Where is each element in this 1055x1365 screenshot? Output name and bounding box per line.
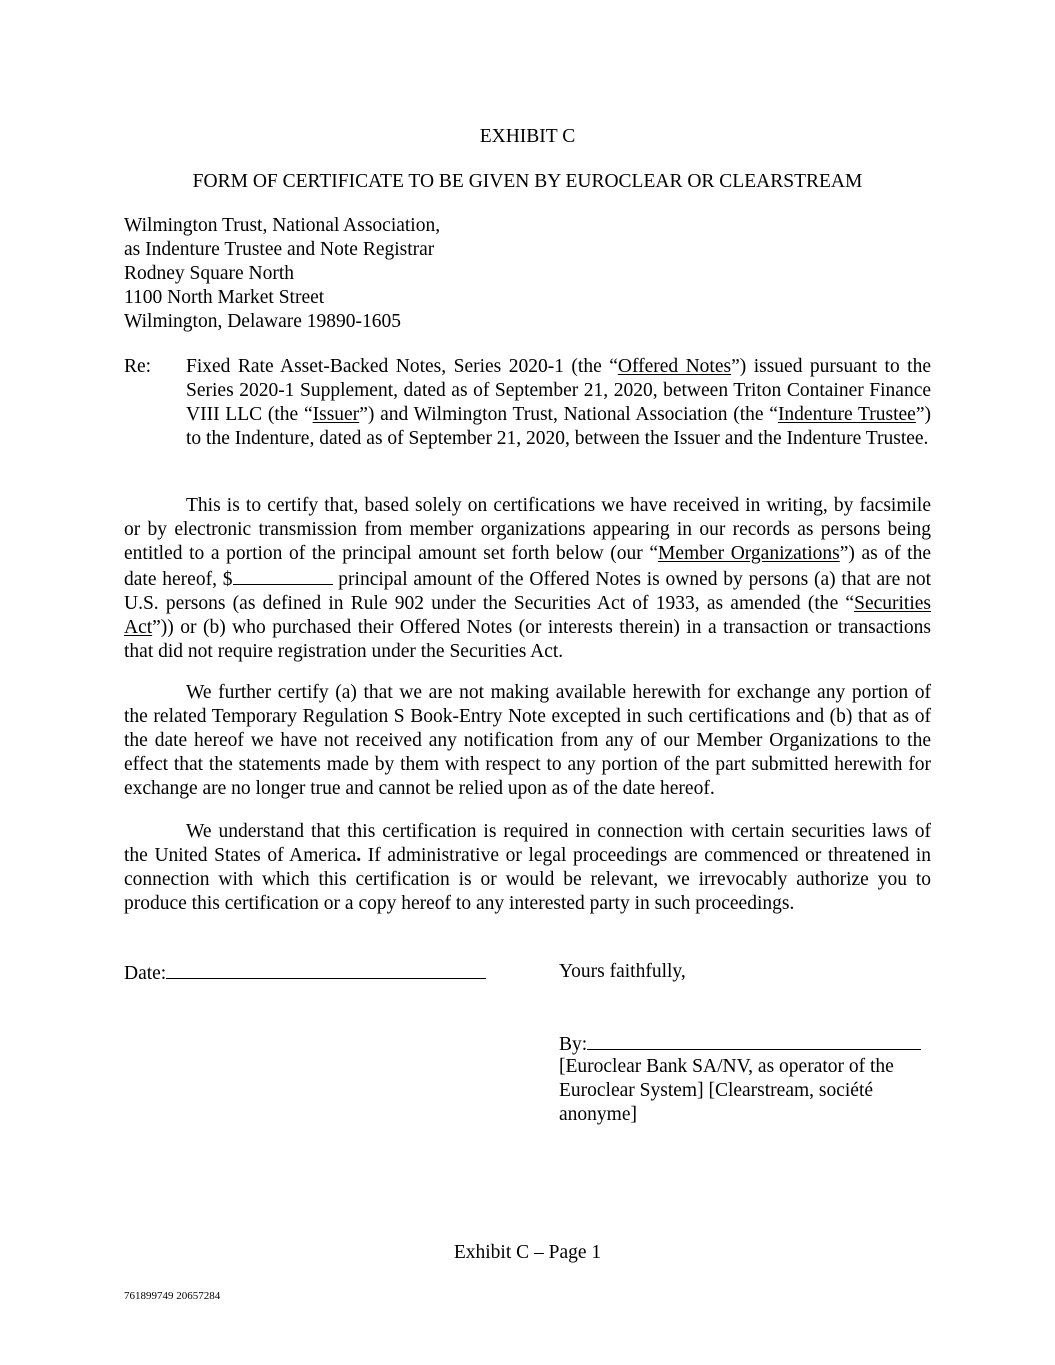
addressee-line: 1100 North Market Street: [124, 287, 325, 308]
date-field: [124, 960, 486, 986]
addressee-line: Wilmington Trust, National Association,: [124, 215, 441, 236]
exhibit-heading: EXHIBIT C: [479, 126, 576, 147]
defined-term-securities-act: Securities Act: [124, 593, 931, 638]
defined-term-offered-notes: Offered Notes: [617, 356, 732, 377]
signer-block: [Euroclear Bank SA/NV, as operator of the Euroclear System] [Clearstream, société anonyme]: [559, 1056, 894, 1125]
closing-salutation: Yours faithfully,: [559, 961, 686, 982]
defined-term-member-organizations: Member Organizations: [658, 543, 840, 564]
understanding-paragraph: We understand that this certification is required in connection with certain securities laws of the United States of America. If administrative or legal proceedings are commenced or threatened in connection with which this certification is or would be relevant, we irrevocably authorize you to produce this certification or a copy hereof to any interested party in such proceedings.: [124, 821, 931, 914]
further-certify-paragraph: We further certify (a) that we are not making available herewith for exchange any portion of the related Temporary Regulation S Book-Entry Note excepted in such certifications and (b) that as of the date hereof we have not received any notification from any of our Member Organizations to the effect that the statements made by them with respect to any portion of the part submitted herewith for exchange are no longer true and cannot be relied upon as of the date hereof.: [124, 682, 931, 799]
by-label: By:: [559, 1034, 588, 1055]
by-field: [559, 1031, 921, 1057]
addressee-block: [124, 214, 931, 334]
re-label: Re:: [124, 356, 152, 377]
form-title: FORM OF CERTIFICATE TO BE GIVEN BY EUROCLEAR OR CLEARSTREAM: [192, 171, 863, 192]
addressee-line: Wilmington, Delaware 19890-1605: [124, 311, 402, 332]
certification-paragraph: This is to certify that, based solely on certifications we have received in writing, by facsimile or by electronic transmission from member organizations appearing in our records as persons being entitled to a portion of the principal amount set forth below (our “Member Organizations”) as of the date hereof, $ principal amount of the Offered Notes is owned by persons (a) that are not U.S. persons (as defined in Rule 902 under the Securities Act of 1933, as amended (the “Securities Act”)) or (b) who purchased their Offered Notes (or interests therein) in a transaction or transactions that did not require registration under the Securities Act.: [124, 495, 932, 662]
date-signature-line[interactable]: [166, 960, 486, 979]
re-paragraph: Fixed Rate Asset-Backed Notes, Series 2020-1 (the “Offered Notes”) issued pursuant to the Series 2020-1 Supplement, dated as of September 21, 2020, between Triton Container Finance VIII LLC (the “Issuer”) and Wilmington Trust, National Association (the “Indenture Trustee”) to the Indenture, dated as of September 21, 2020, between the Issuer and the Indenture Trustee.: [186, 356, 931, 449]
addressee-line: as Indenture Trustee and Note Registrar: [124, 239, 435, 260]
defined-term-indenture-trustee: Indenture Trustee: [777, 404, 916, 425]
by-signature-line[interactable]: [587, 1031, 921, 1050]
document-id: 761899749 20657284: [124, 1290, 221, 1302]
addressee-line: Rodney Square North: [124, 263, 295, 284]
page-footer: Exhibit C – Page 1: [453, 1242, 602, 1263]
defined-term-issuer: Issuer: [312, 404, 360, 425]
amount-blank-line[interactable]: [233, 566, 333, 585]
date-label: Date:: [124, 963, 167, 984]
